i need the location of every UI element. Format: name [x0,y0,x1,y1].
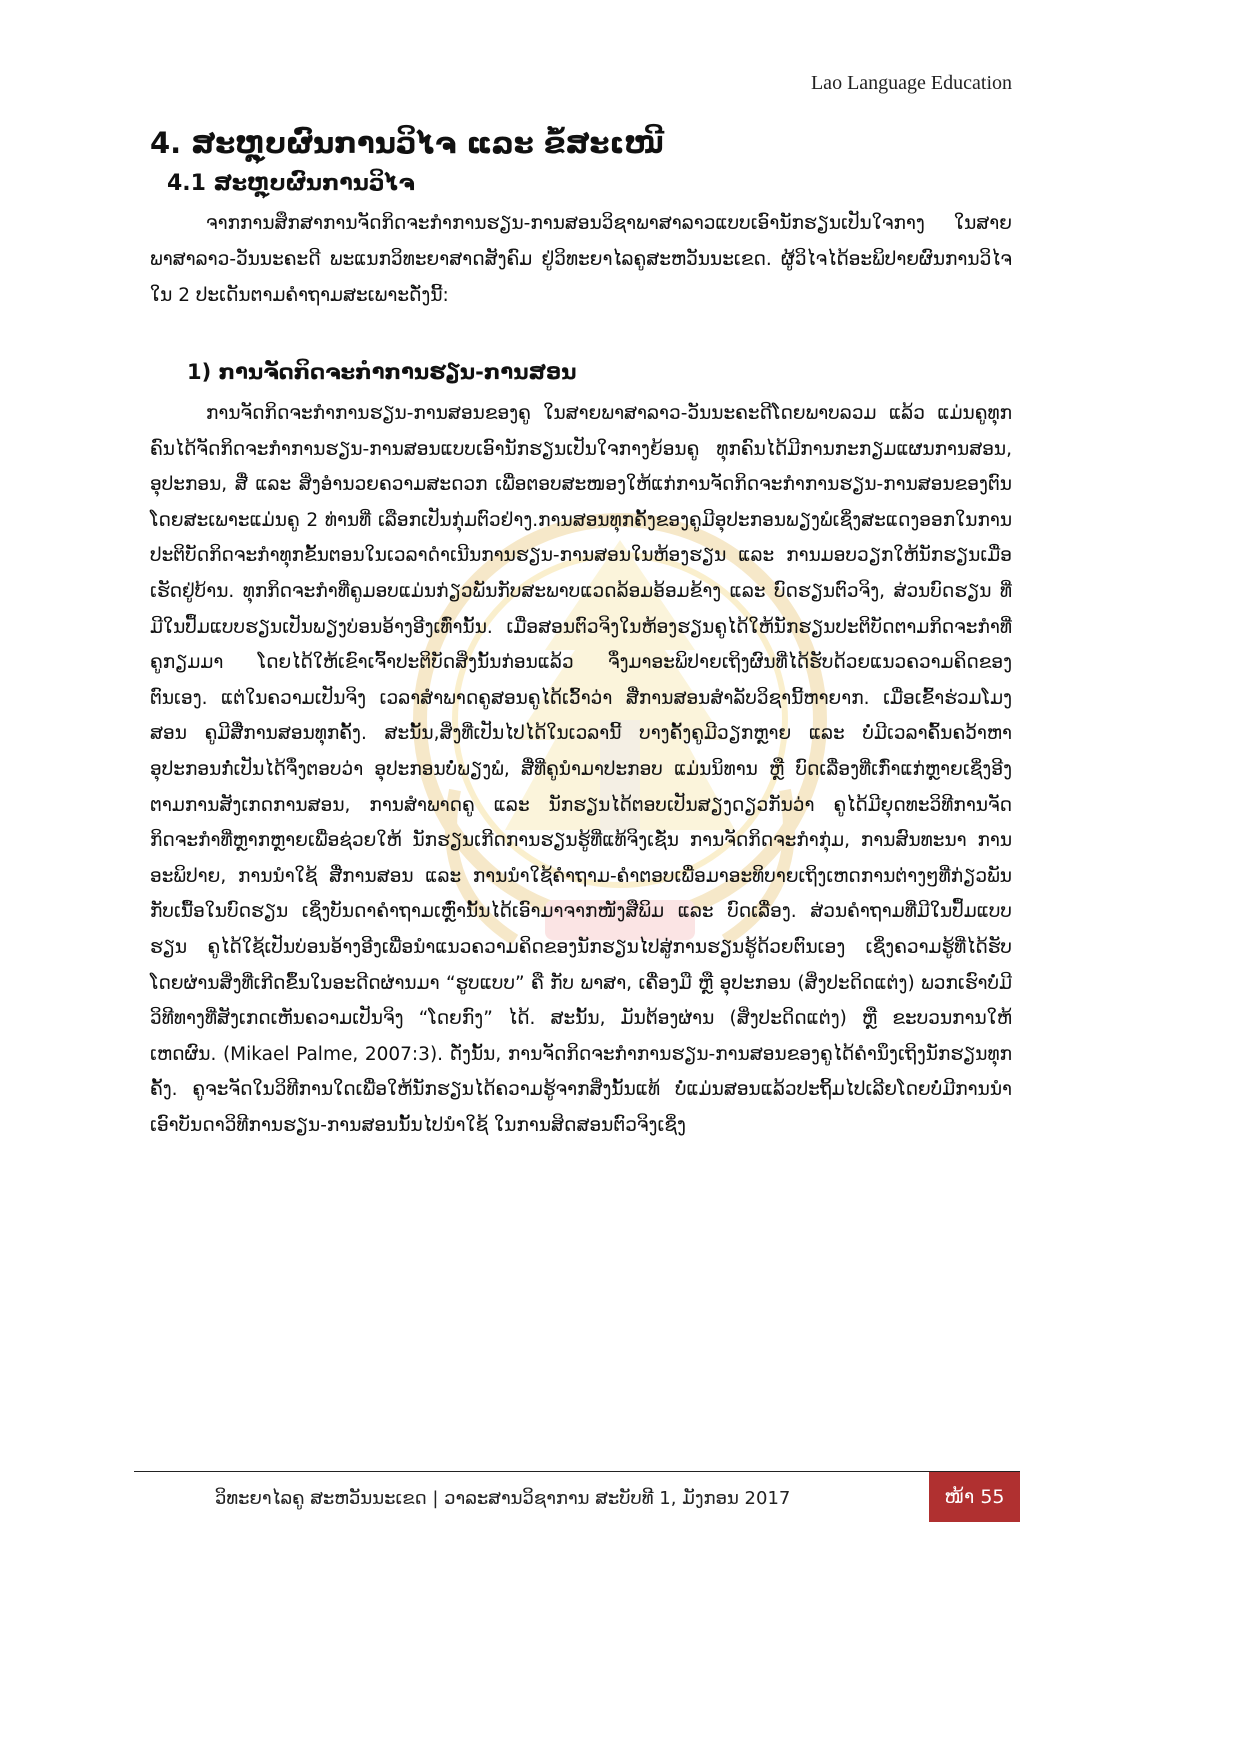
running-header: Lao Language Education [810,72,1012,94]
section-heading: 4. ສະຫຼຸບຜົນການວິໄຈ ແລະ ຂໍ້ສະເໜີ [150,126,664,160]
footer-journal-info: ວິທະຍາໄລຄູ ສະຫວັນນະເຂດ | ວາລະສານວິຊາການ ສະບັບທີ 1, ມັງກອນ 2017 [215,1488,791,1509]
subsubsection-heading: 1) ການຈັດກິດຈະກຳການຮຽນ-ການສອນ [187,360,577,384]
intro-paragraph: ຈາກການສຶກສາການຈັດກິດຈະກຳການຮຽນ-ການສອນວິຊາພາສາລາວແບບເອົານັກຮຽນເປັນໃຈກາງ ໃນສາຍພາສາລາວ-ວັນນະຄະດີ ພະແນກວິທະຍາສາດສັງຄົມ ຢູ່ວິທະຍາໄລຄູສະຫວັນນະເຂດ. ຜູ້ວິໄຈໄດ້ອະພິປາຍຜົນການວິໄຈໃນ 2 ປະເດັນຕາມຄຳຖາມສະເພາະດັ່ງນີ້: [150,213,1012,306]
body-paragraph: ການຈັດກິດຈະກຳການຮຽນ-ການສອນຂອງຄູ ໃນສາຍພາສາລາວ-ວັນນະຄະດີໂດຍພາບລວມ ແລ້ວ ແມ່ນຄູທຸກຄົນໄດ້ຈັດກິດຈະກຳການຮຽນ-ການສອນແບບເອົານັກຮຽນເປັນໃຈກາງຍ້ອນຄູ ທຸກຄົນໄດ້ມີການກະກຽມແຜນການສອນ, ອຸປະກອນ, ສື່ ແລະ ສິ່ງອຳນວຍຄວາມສະດວກ ເພື່ອຕອບສະໜອງໃຫ້ແກ່ການຈັດກິດຈະກຳການຮຽນ-ການສອນຂອງຕົນໂດຍສະເພາະແມ່ນຄູ 2 ທ່ານທີ່ ເລືອກເປັນກຸ່ມຕົວຢ່າງ.ການສອນທຸກຄັ້ງຂອງຄູມີອຸປະກອນພຽງພໍເຊິ່ງສະແດງອອກໃນການປະຕິບັດກິດຈະກຳທຸກຂັ້ນຕອນໃນເວລາດຳເນີນການຮຽນ-ການສອນໃນຫ້ອງຮຽນ ແລະ ການມອບວຽກໃຫ້ນັກຮຽນເມື່ອເຮັດຢູ່ບ້ານ. ທຸກກິດຈະກຳທີ່ຄູມອບແມ່ນກ່ຽວພັນກັບສະພາບແວດລ້ອມອ້ອມຂ້າງ ແລະ ບົດຮຽນຕົວຈິງ, ສ່ວນບົດຮຽນ ທີ່ມີໃນປຶ້ມແບບຮຽນເປັນພຽງບ່ອນອ້າງອີງເທົ່ານັ້ນ. ເມື່ອສອນຕົວຈິງໃນຫ້ອງຮຽນຄູໄດ້ໃຫ້ນັກຮຽນປະຕິບັດຕາມກິດຈະກຳທີ່ຄູກຽມມາ ໂດຍໄດ້ໃຫ້ເຂົາເຈົ້າປະຕິບັດສິ່ງນັ້ນກ່ອນແລ້ວ ຈຶ່ງມາອະພິປາຍເຖິງຜົນທີ່ໄດ້ຮັບດ້ວຍແນວຄວາມຄິດຂອງຕົນເອງ. ແຕ່ໃນຄວາມເປັນຈິງ ເວລາສຳພາດຄູສອນຄູໄດ້ເວົ້າວ່າ ສື່ການສອນສຳລັບວິຊານີ້ຫາຍາກ. ເມື່ອເຂົ້າຮ່ວມໂມງສອນ ຄູມີສື່ການສອນທຸກຄັ້ງ. ສະນັ້ນ,ສິ່ງທີ່ເປັນໄປໄດ້ໃນເວລານີ້ ບາງຄັ້ງຄູມີວຽກຫຼາຍ ແລະ ບໍ່ມີເວລາຄົ້ນຄວ້າຫາອຸປະກອນກໍ່ເປັນໄດ້ຈຶ່ງຕອບວ່າ ອຸປະກອນບໍ່ພຽງພໍ, ສື່ທີ່ຄູນຳມາປະກອບ ແມ່ນນິທານ ຫຼື ບົດເລື່ອງທີ່ເກົ່າແກ່ຫຼາຍເຊິ່ງອີງຕາມການສັງເກດການສອນ, ການສຳພາດຄູ ແລະ ນັກຮຽນໄດ້ຕອບເປັນສຽງດຽວກັນວ່າ ຄູໄດ້ມີຍຸດທະວິທີການຈັດ ກິດຈະກຳທີ່ຫຼາກຫຼາຍເພື່ອຊ່ວຍໃຫ້ ນັກຮຽນເກີດການຮຽນຮູ້ທີ່ແທ້ຈິງເຊັ່ນ ການຈັດກິດຈະກຳກຸ່ມ, ການສົນທະນາ ການອະພິປາຍ, ການນຳໃຊ້ ສື່ການສອນ ແລະ ການນຳໃຊ້ຄຳຖາມ-ຄຳຕອບເພື່ອມາອະທິບາຍເຖິງເຫດການຕ່າງໆທີ່ກ່ຽວພັນກັບເນື້ອໃນບົດຮຽນ ເຊິ່ງບັນດາຄຳຖາມເຫຼົ່ານັ້ນໄດ້ເອົາມາຈາກໜັງສືພິມ ແລະ ບົດເລື່ອງ. ສ່ວນຄຳຖາມທີ່ມີໃນປຶ້ມແບບຮຽນ ຄູໄດ້ໃຊ້ເປັນບ່ອນອ້າງອີງເພື່ອນຳແນວຄວາມຄິດຂອງນັກຮຽນໄປສູ່ການຮຽນຮູ້ດ້ວຍຕົນເອງ ເຊິ່ງຄວາມຮູ້ທີ່ໄດ້ຮັບໂດຍຜ່ານສິ່ງທີ່ເກີດຂຶ້ນໃນອະດີດຜ່ານມາ “ຮູບແບບ” ຄື ກັບ ພາສາ, ເຄື່ອງມື ຫຼື ອຸປະກອນ (ສິ່ງປະດິດແຕ່ງ) ພວກເຮົາບໍ່ມີວິທີທາງທີ່ສັງເກດເຫັນຄວາມເປັນຈິງ “ໂດຍກົງ” ໄດ້. ສະນັ້ນ, ມັນຕ້ອງຜ່ານ (ສິ່ງປະດິດແຕ່ງ) ຫຼື ຂະບວນການໃຫ້ເຫດຜົນ. (Mikael Palme, 2007:3). ດັ່ງນັ້ນ, ການຈັດກິດຈະກຳການຮຽນ-ການສອນຂອງຄູໄດ້ຄຳນຶງເຖິງນັກຮຽນທຸກຄັ້ງ. ຄູຈະຈັດໃນວິທີການໃດເພື່ອໃຫ້ນັກຮຽນໄດ້ຄວາມຮູ້ຈາກສິ່ງນັ້ນແທ້ ບໍ່ແມ່ນສອນແລ້ວປະຖິ້ມໄປເລີຍໂດຍບໍ່ມີການນຳເອົາບັນດາວິທີການຮຽນ-ການສອນນັ້ນໄປນຳໃຊ້ ໃນການສິດສອນຕົວຈິງເຊິ່ງ [150,403,1012,1136]
page-number-badge: ໜ້າ 55 [929,1472,1020,1522]
subsection-heading: 4.1 ສະຫຼຸບຜົນການວິໄຈ [167,171,415,196]
footer-divider [134,1471,1020,1472]
